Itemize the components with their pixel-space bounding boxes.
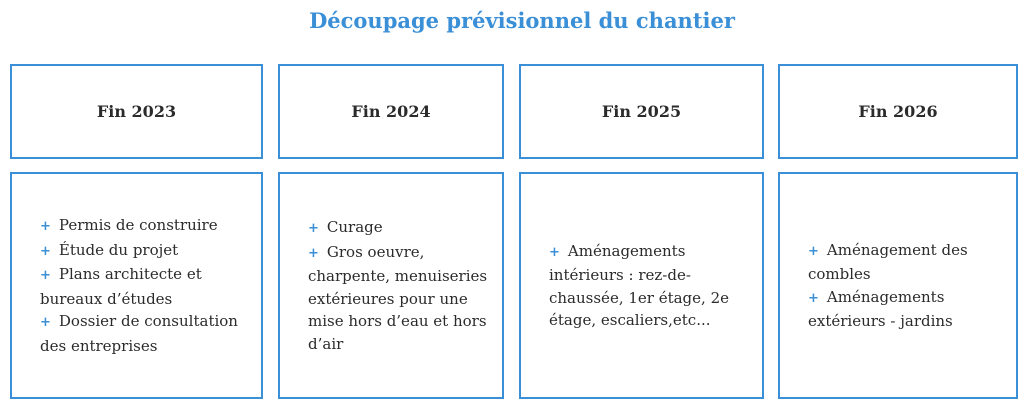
- phase-header-label: Fin 2026: [858, 102, 938, 121]
- task-label: Étude du projet: [58, 240, 179, 259]
- plus-icon: +: [308, 245, 319, 261]
- phase-content-2026: [778, 172, 1018, 399]
- task-label: Aménagements extérieurs - jardins: [808, 287, 953, 330]
- phase-header-2026: [778, 64, 1018, 159]
- task-item: [40, 214, 241, 239]
- task-label: Dossier de consultation des entreprises: [40, 312, 238, 355]
- phase-header-2023: [10, 64, 263, 159]
- plus-icon: +: [808, 243, 819, 259]
- plus-icon: +: [549, 244, 560, 260]
- phase-header-label: Fin 2024: [351, 102, 431, 121]
- task-list: [308, 216, 488, 355]
- task-item: [808, 286, 1004, 333]
- task-item: [308, 241, 488, 356]
- task-label: Aménagement des combles: [808, 240, 968, 283]
- diagram-title: Découpage prévisionnel du chantier: [309, 8, 735, 33]
- phase-content-2024: [278, 172, 504, 399]
- task-item: [549, 240, 746, 332]
- plus-icon: +: [808, 290, 819, 306]
- plus-icon: +: [308, 221, 319, 236]
- task-label: Plans architecte et bureaux d’études: [40, 265, 202, 308]
- phase-header-label: Fin 2023: [96, 102, 177, 121]
- phase-content-2023: [10, 172, 263, 399]
- plus-icon: +: [40, 219, 51, 234]
- plus-icon: +: [40, 243, 51, 259]
- task-item: [308, 216, 488, 241]
- task-item: [40, 263, 241, 310]
- task-item: [40, 239, 241, 264]
- phase-header-label: Fin 2025: [601, 102, 682, 121]
- phase-content-2025: [519, 172, 764, 399]
- phase-header-2025: [519, 64, 764, 159]
- task-label: Aménagements intérieurs : rez-de-chaussée, 1er étage, 2e étage, escaliers,etc...: [549, 241, 729, 329]
- task-list: [808, 239, 1004, 333]
- task-label: Gros oeuvre, charpente, menuiseries extérieures pour une mise hors d’eau et hors d’air: [308, 242, 488, 353]
- task-list: [549, 240, 746, 332]
- task-item: [808, 239, 1004, 286]
- task-label: Curage: [326, 218, 383, 236]
- plus-icon: +: [40, 268, 51, 283]
- phase-header-2024: [278, 64, 504, 159]
- plus-icon: +: [40, 315, 51, 330]
- task-label: Permis de construire: [58, 216, 218, 234]
- task-list: [40, 214, 241, 357]
- task-item: [40, 310, 241, 357]
